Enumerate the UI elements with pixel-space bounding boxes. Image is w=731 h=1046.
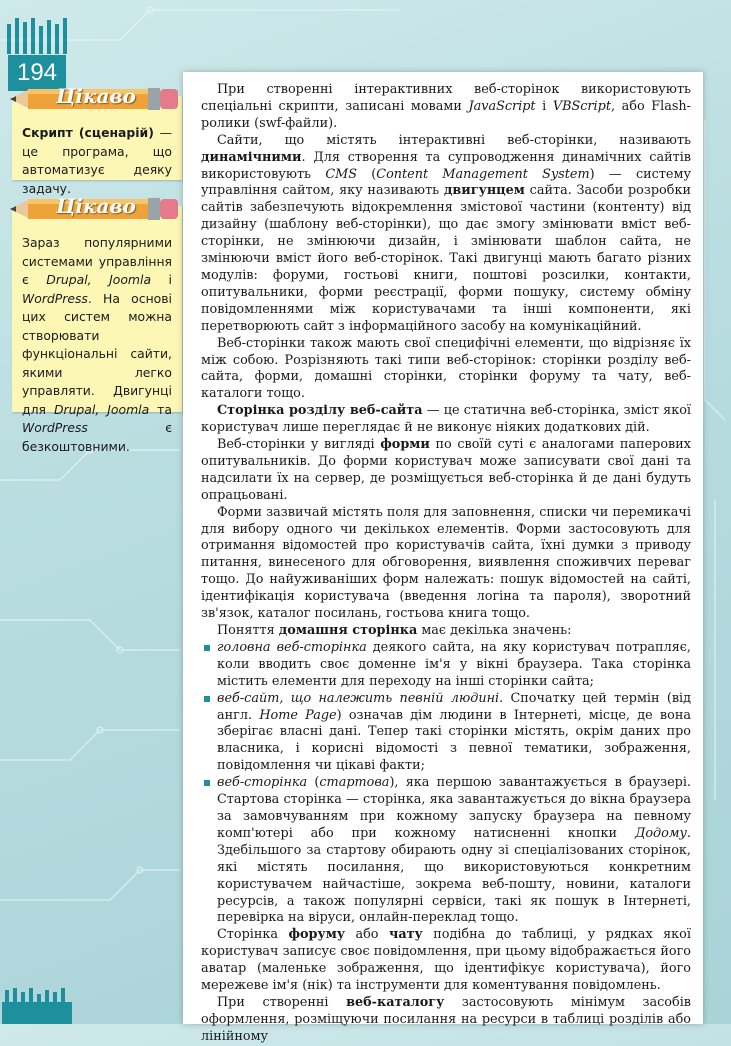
note-2-part: і: [151, 272, 172, 287]
note-2-text: [22, 234, 172, 456]
paragraph: Веб-сторінки у вигляді форми по своїй суті є аналогами паперових опитувальників. До форми користувач може записувати свої дані та надсилати їх на сервер, де розміщується веб-сторінка й де дані будуть опрацьовані.: [201, 437, 691, 503]
list-item: веб-сайт, що належить певній людині. Спочатку цей термін (від англ. Home Page) означав дім людини в Інтернеті, місце, де вона зберігає власні дані. Тепер такі сторінки містять, окрім даних про власника, і корисні відомості з певної тематики, зображення, повідомлення чи цікаві факти;: [217, 690, 691, 774]
paragraph: Сторінка розділу веб-сайта — це статична веб-сторінка, зміст якої користувач лише переглядає й не виконує ніяких додаткових дій.: [201, 403, 691, 436]
note-2-italic: Drupal, Joomla: [46, 272, 152, 287]
paragraph: Сайти, що містять інтерактивні веб-сторінки, називають динамічними. Для створення та супроводження динамічних сайтів використовують CMS (Content Management System) — систему управління сайтом, яку називають двигунцем сайта. Засоби розробки сайтів забезпечують відокремлення змістової частини (контенту) від дизайну (шаблону веб-сторінки), що дає змогу змінювати вміст веб-сторінки, не змінюючи дизайн, і змінювати шаблон сайта, не змінюючи вміст його веб-сторінок. Такі двигунці мають багато різних модулів: форуми, гостьові книги, поштові розсилки, контакти, опитувальники, форми реєстрації, форми пошуку, систему обміну повідомленнями між користувачами та інші компоненти, які перетворюють сайт з інформаційного засобу на комунікаційний.: [201, 132, 691, 334]
paragraph: Форми зазвичай містять поля для заповнення, списки чи перемикачі для вибору одного чи декількох елементів. Форми застосовують для отримання відомостей про користувачів сайта, їхні думки з приводу питання, винесеного для обговорення, виявлення споживчих переваг тощо. До найуживаніших форм належать: пошук відомостей на сайті, ідентифікація користувача (введення логіна та пароля), зворотний зв'язок, каталог посилань, гостьова книга тощо.: [201, 504, 691, 622]
note-1-text: [22, 124, 172, 198]
decorative-comb-bottom: [2, 988, 72, 1024]
note-2-italic: WordPress: [22, 290, 88, 306]
home-page-meanings-list: [201, 640, 691, 927]
list-item: веб-сторінка (стартова), яка першою завантажується в браузері. Стартова сторінка — сторінка, яка завантажується до вікна браузера за замовчуванням при кожному запуску браузера на певному комп'ютері або при кожному натисненні кнопки Додому. Здебільшого за стартову обирають одну зі спеціалізованих сторінок, які містять посилання, що використовуються конкретним користувачем найчастіше, зокрема веб-пошту, новини, каталоги ресурсів, а також популярні сервіси, такі як пошук в Інтернеті, перевірка на віруси, онлайн-переклад тощо.: [217, 775, 691, 926]
note-1-label: Цікаво: [56, 84, 136, 108]
note-2-italic: WordPress: [22, 420, 88, 435]
decorative-comb-top: [5, 18, 71, 54]
page-number: 194: [8, 55, 66, 91]
paragraph: При створенні веб-каталогу застосовують мінімум засобів оформлення, розміщуючи посилання на ресурси в таблиці розділів або лінійному: [201, 994, 691, 1044]
note-2-part: Зараз популярними системами управління є: [22, 235, 172, 287]
paragraph: Веб-сторінки також мають свої специфічні елементи, що відрізняє їх між собою. Розрізняють такі типи веб-сторінок: сторінки розділу веб-сайта, форми, домашні сторінки, сторінки форуму та чату, веб-каталоги тощо.: [201, 335, 691, 402]
note-2-label: Цікаво: [56, 194, 136, 218]
note-1-rest: — це програма, що автоматизує деяку задачу.: [22, 125, 172, 196]
interesting-note-2: [12, 206, 182, 454]
main-text: [201, 82, 691, 1046]
list-item: головна веб-сторінка деякого сайта, на яку користувач потрапляє, коли вводить своє доменне ім'я у вікні браузера. Така сторінка містить елементи для переходу на інші сторінки сайта;: [217, 639, 692, 689]
note-2-part: є безкоштовними.: [22, 420, 172, 454]
note-2-part: . На основі цих систем можна створювати функціональні сайти, якими легко управляти. Двигунці для: [22, 290, 172, 417]
note-2-part: та: [149, 401, 172, 417]
note-1-term: Скрипт (сценарій): [22, 125, 154, 140]
main-text-panel: [183, 72, 703, 1044]
paragraph: При створенні інтерактивних веб-сторінок використовують спеціальні скрипти, записані мовами JavaScript і VBScript, або Flash-ролики (swf-файли).: [201, 82, 691, 131]
paragraph: Поняття домашня сторінка має декілька значень:: [217, 623, 572, 638]
note-2-italic: Drupal, Joomla: [53, 401, 150, 417]
paragraph: Сторінка форуму або чату подібна до таблиці, у рядках якої користувач записує своє повідомлення, при цьому відображається його аватар (маленьке зображення, що ідентифікує користувача), його мережеве ім'я (нік) та інструменти для коментування повідомлень.: [201, 927, 691, 994]
